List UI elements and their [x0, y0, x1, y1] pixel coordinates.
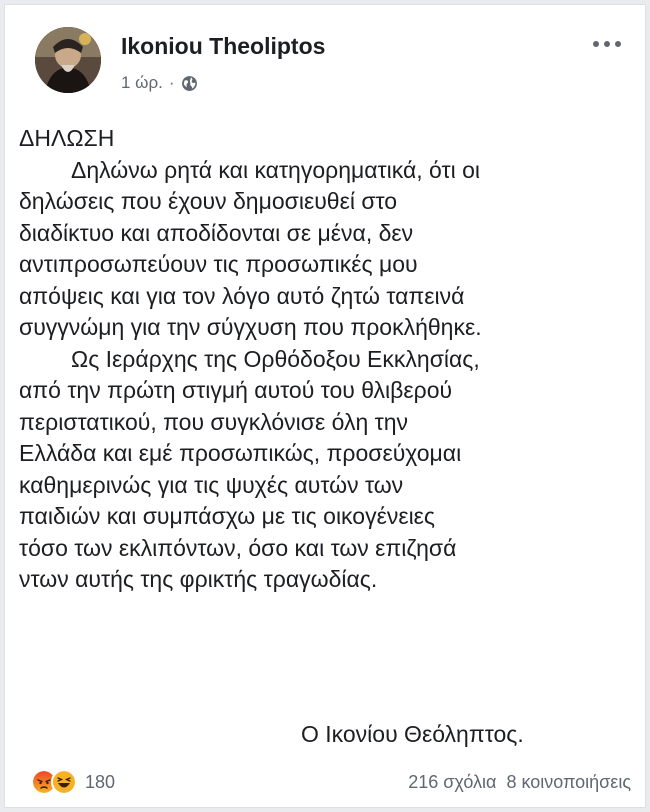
shares-count-link[interactable]: 8 κοινοποιήσεις — [506, 771, 631, 792]
text-line: Ελλάδα και εμέ προσωπικώς, προσεύχομαι — [19, 440, 462, 466]
reaction-icons — [31, 769, 77, 795]
post-footer — [17, 765, 633, 799]
text-line: Ως Ιεράρχης της Ορθόδοξου Εκκλησίας, — [71, 345, 480, 372]
text-line: δηλώσεις που έχουν δημοσιευθεί στο — [19, 188, 398, 214]
text-line: αντιπροσωπεύουν τις προσωπικές μου — [19, 251, 418, 277]
author-name[interactable]: Ikoniou Theoliptos — [121, 33, 326, 59]
globe-icon[interactable] — [181, 75, 198, 92]
post-header — [17, 23, 633, 103]
more-options-icon — [615, 41, 621, 47]
text-line: παιδιών και συμπάσχω με τις οικογένειες — [19, 503, 436, 529]
author-avatar[interactable] — [35, 27, 101, 93]
post-paragraph-2 — [19, 344, 619, 596]
text-line: συγγνώμη για την σύγχυση που προκλήθηκε. — [19, 314, 482, 340]
post-meta — [121, 73, 198, 93]
post-paragraph-1 — [19, 155, 619, 344]
post-body — [19, 123, 619, 596]
text-line: από την πρώτη στιγμή αυτού του θλιβερού — [19, 377, 453, 403]
facebook-post — [4, 4, 646, 808]
comments-count-link[interactable]: 216 σχόλια — [408, 771, 497, 792]
reaction-count: 180 — [85, 771, 116, 792]
text-line: τόσο των εκλιπόντων, όσο και των επιζησά — [19, 534, 457, 561]
post-heading: ΔΗΛΩΣΗ — [19, 125, 115, 151]
text-line: περιστατικού, που συγκλόνισε όλη την — [19, 408, 409, 435]
haha-emoji-icon — [51, 769, 77, 795]
meta-separator: · — [168, 73, 175, 92]
more-options-icon — [604, 41, 610, 47]
engagement-stats — [408, 772, 633, 793]
more-options-button[interactable] — [587, 29, 627, 59]
post-signature: Ο Ικονίου Θεόληπτος. — [301, 721, 524, 747]
post-timestamp[interactable]: 1 ώρ. — [121, 73, 163, 92]
reactions-summary[interactable] — [17, 769, 115, 795]
text-line: Δηλώνω ρητά και κατηγορηματικά, ότι οι — [71, 156, 481, 183]
avatar-photo-icon — [35, 27, 101, 93]
text-line: απόψεις και για τον λόγο αυτό ζητώ ταπεινά — [19, 282, 465, 309]
text-line: ντων αυτής της φρικτής τραγωδίας. — [19, 566, 378, 592]
text-line: διαδίκτυο και αποδίδονται σε μένα, δεν — [19, 219, 414, 246]
more-options-icon — [593, 41, 599, 47]
text-line: καθημερινώς για τις ψυχές αυτών των — [19, 471, 404, 498]
